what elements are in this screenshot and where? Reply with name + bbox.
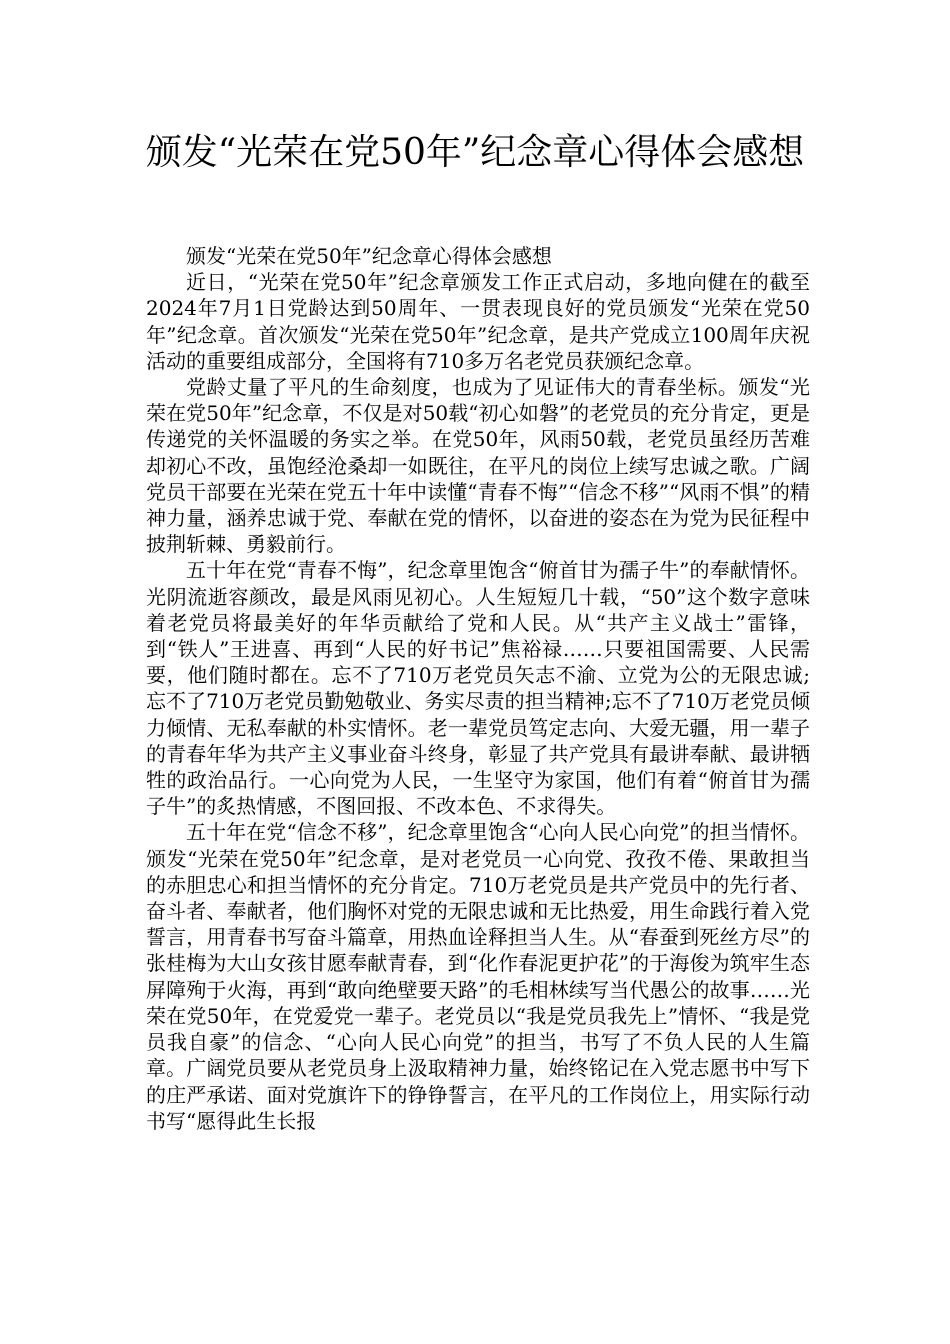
paragraph: 近日，“光荣在党50年”纪念章颁发工作正式启动，多地向健在的截至2024年7月1日党龄达到50周年、一贯表现良好的党员颁发“光荣在党50年”纪念章。首次颁发“光荣在党50年”纪念章，是共产党成立100周年庆祝活动的重要组成部分，全国将有710多万名老党员获颁纪念章。 bbox=[146, 270, 810, 373]
paragraph: 五十年在党“信念不移”，纪念章里饱含“心向人民心向党”的担当情怀。颁发“光荣在党50年”纪念章，是对老党员一心向党、孜孜不倦、果敢担当的赤胆忠心和担当情怀的充分肯定。710万老党员是共产党员中的先行者、奋斗者、奉献者，他们胸怀对党的无限忠诚和无比热爱，用生命践行着入党誓言，用青春书写奋斗篇章，用热血诠释担当人生。从“春蚕到死丝方尽”的张桂梅为大山女孩甘愿奉献青春，到“化作春泥更护花”的于海俊为筑牢生态屏障殉于火海，再到“敢向绝壁要天路”的毛相林续写当代愚公的故事……光荣在党50年，在党爱党一辈子。老党员以“我是党员我先上”情怀、“我是党员我自豪”的信念、“心向人民心向党”的担当，书写了不负人民的人生篇章。广阔党员要从老党员身上汲取精神力量，始终铭记在入党志愿书中写下的庄严承诺、面对党旗许下的铮铮誓言，在平凡的工作岗位上，用实际行动书写“愿得此生长报 bbox=[146, 820, 810, 1133]
paragraph: 五十年在党“青春不悔”，纪念章里饱含“俯首甘为孺子牛”的奉献情怀。光阴流逝容颜改，最是风雨见初心。人生短短几十载，“50”这个数字意味着老党员将最美好的年华贡献给了党和人民。从“共产主义战士”雷锋，到“铁人”王进喜、再到“人民的好书记”焦裕禄……只要祖国需要、人民需要，他们随时都在。忘不了710万老党员矢志不渝、立党为公的无限忠诚;忘不了710万老党员勤勉敬业、务实尽责的担当精神;忘不了710万老党员倾力倾情、无私奉献的朴实情怀。老一辈党员笃定志向、大爱无疆，用一辈子的青春年华为共产主义事业奋斗终身，彰显了共产党具有最讲奉献、最讲牺牲的政治品行。一心向党为人民，一生坚守为家国，他们有着“俯首甘为孺子牛”的炙热情感，不图回报、不改本色、不求得失。 bbox=[146, 558, 810, 819]
paragraph: 党龄丈量了平凡的生命刻度，也成为了见证伟大的青春坐标。颁发“光荣在党50年”纪念章，不仅是对50载“初心如磐”的老党员的充分肯定，更是传递党的关怀温暖的务实之举。在党50年，风雨50载，老党员虽经历苦难却初心不改，虽饱经沧桑却一如既往，在平凡的岗位上续写忠诚之歌。广阔党员干部要在光荣在党五十年中读懂“青春不悔”“信念不移”“风雨不惧”的精神力量，涵养忠诚于党、奉献在党的情怀，以奋进的姿态在为党为民征程中披荆斩棘、勇毅前行。 bbox=[146, 375, 810, 557]
document-title: 颁发“光荣在党50年”纪念章心得体会感想 bbox=[145, 132, 805, 173]
paragraph: 颁发“光荣在党50年”纪念章心得体会感想 bbox=[186, 244, 552, 268]
document-body bbox=[146, 243, 810, 1134]
